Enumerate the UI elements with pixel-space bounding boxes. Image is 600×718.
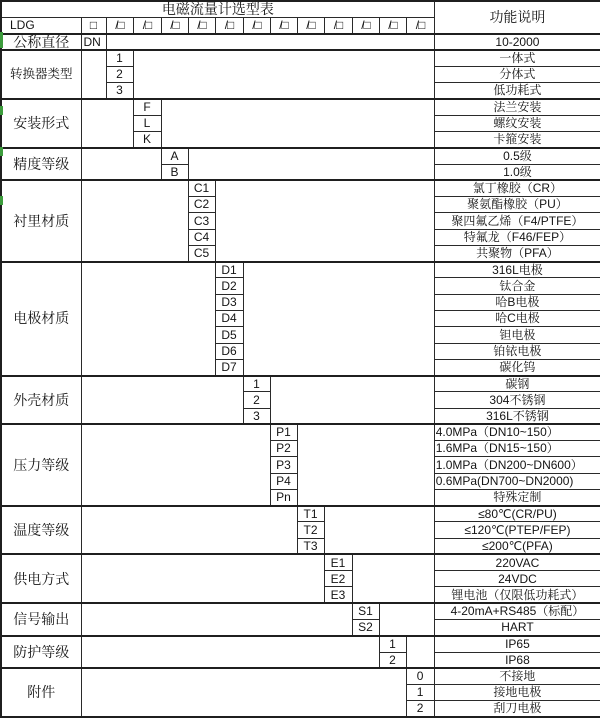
category-label-power-supply: 供电方式	[1, 554, 81, 603]
code-cell: S2	[352, 620, 379, 636]
model-slot: /□	[243, 17, 270, 33]
spacer-cell	[81, 262, 215, 376]
code-cell: 2	[406, 701, 434, 717]
desc-cell: 24VDC	[434, 571, 600, 587]
desc-cell: 钛合金	[434, 278, 600, 294]
desc-cell: 钽电极	[434, 327, 600, 343]
green-edge-artifact	[0, 106, 3, 115]
code-cell: D6	[215, 343, 243, 359]
code-cell: 0	[406, 668, 434, 684]
spacer-cell	[81, 50, 106, 99]
category-label-signal-output: 信号输出	[1, 603, 81, 636]
table-title: 电磁流量计选型表	[1, 1, 434, 17]
spacer-cell	[81, 668, 406, 717]
desc-cell: 哈B电极	[434, 294, 600, 310]
desc-cell: 共聚物（PFA）	[434, 245, 600, 261]
spacer-cell	[81, 180, 188, 261]
code-cell: 1	[243, 376, 270, 392]
category-label-protection-rating: 防护等级	[1, 636, 81, 669]
code-cell: 2	[243, 392, 270, 408]
model-slot: /□	[161, 17, 188, 33]
desc-cell: 0.5级	[434, 148, 600, 164]
spacer-cell	[81, 376, 243, 425]
desc-cell: IP68	[434, 652, 600, 668]
category-label-converter-type: 转换器类型	[1, 50, 81, 99]
spacer-cell	[81, 554, 324, 603]
category-label-installation: 安装形式	[1, 99, 81, 148]
desc-cell: 氯丁橡胶（CR）	[434, 180, 600, 196]
code-cell: C3	[188, 213, 215, 229]
code-cell: F	[133, 99, 161, 115]
code-cell: P2	[270, 441, 297, 457]
model-box-dn: □	[81, 17, 106, 33]
code-cell: T1	[297, 506, 324, 522]
desc-cell: 聚四氟乙烯（F4/PTFE）	[434, 213, 600, 229]
code-cell: T3	[297, 538, 324, 554]
spacer-cell	[81, 506, 297, 555]
desc-cell: 10-2000	[434, 34, 600, 51]
category-label-accessories: 附件	[1, 668, 81, 717]
spacer-cell	[188, 148, 434, 181]
model-slot: /□	[379, 17, 406, 33]
code-cell: D1	[215, 262, 243, 278]
model-slot: /□	[352, 17, 379, 33]
code-cell: B	[161, 164, 188, 180]
desc-cell: 不接地	[434, 668, 600, 684]
desc-cell: 4-20mA+RS485（标配）	[434, 603, 600, 619]
desc-cell: HART	[434, 620, 600, 636]
code-cell: D7	[215, 359, 243, 375]
code-cell: 2	[106, 66, 133, 82]
desc-cell: 刮刀电极	[434, 701, 600, 717]
desc-cell: 316L不锈钢	[434, 408, 600, 424]
code-cell: 3	[106, 83, 133, 99]
code-cell: K	[133, 132, 161, 148]
spacer-cell	[81, 148, 161, 181]
code-cell: P4	[270, 473, 297, 489]
desc-cell: 碳钢	[434, 376, 600, 392]
model-prefix: LDG	[1, 17, 81, 33]
desc-cell: ≤120℃(PTEP/FEP)	[434, 522, 600, 538]
desc-cell: 1.6MPa（DN15~150）	[434, 441, 600, 457]
spacer-cell	[379, 603, 434, 636]
category-label-accuracy: 精度等级	[1, 148, 81, 181]
function-column-header: 功能说明	[434, 1, 600, 34]
desc-cell: ≤80℃(CR/PU)	[434, 506, 600, 522]
spacer-cell	[133, 50, 434, 99]
spacer-cell	[81, 424, 270, 505]
model-slot: /□	[406, 17, 434, 33]
category-label-housing-material: 外壳材质	[1, 376, 81, 425]
desc-cell: 低功耗式	[434, 83, 600, 99]
code-cell: C1	[188, 180, 215, 196]
desc-cell: 特殊定制	[434, 489, 600, 505]
category-label-pressure-rating: 压力等级	[1, 424, 81, 505]
green-edge-artifact	[0, 147, 3, 156]
spacer-cell	[352, 554, 434, 603]
code-cell: E1	[324, 554, 352, 570]
desc-cell: 哈C电极	[434, 310, 600, 326]
category-label-temperature-rating: 温度等级	[1, 506, 81, 555]
code-cell: 2	[379, 652, 406, 668]
desc-cell: 分体式	[434, 66, 600, 82]
desc-cell: 接地电极	[434, 685, 600, 701]
desc-cell: 316L电极	[434, 262, 600, 278]
green-edge-artifact	[0, 32, 3, 48]
desc-cell: 1.0MPa（DN200~DN600）	[434, 457, 600, 473]
code-cell: E2	[324, 571, 352, 587]
desc-cell: 1.0级	[434, 164, 600, 180]
code-cell: D4	[215, 310, 243, 326]
spacer-cell	[406, 636, 434, 669]
spacer-cell	[81, 99, 133, 148]
desc-cell: 220VAC	[434, 554, 600, 570]
desc-cell: 卡箍安装	[434, 132, 600, 148]
spacer-cell	[81, 636, 379, 669]
desc-cell: 聚氨酯橡胶（PU）	[434, 197, 600, 213]
spacer-cell	[324, 506, 434, 555]
desc-cell: 一体式	[434, 50, 600, 66]
model-slot: /□	[106, 17, 133, 33]
spacer-cell	[161, 99, 434, 148]
desc-cell: ≤200℃(PFA)	[434, 538, 600, 554]
desc-cell: 螺纹安装	[434, 115, 600, 131]
spacer-cell	[297, 424, 434, 505]
code-cell: S1	[352, 603, 379, 619]
model-slot: /□	[215, 17, 243, 33]
desc-cell: 碳化钨	[434, 359, 600, 375]
code-cell: 1	[379, 636, 406, 652]
desc-cell: 特氟龙（F46/FEP）	[434, 229, 600, 245]
green-edge-artifact	[0, 196, 3, 205]
spacer-cell	[81, 603, 352, 636]
category-label-dn: 公称直径	[1, 34, 81, 51]
desc-cell: 0.6MPa(DN700~DN2000)	[434, 473, 600, 489]
code-cell: 3	[243, 408, 270, 424]
code-cell: Pn	[270, 489, 297, 505]
spacer-cell	[215, 180, 434, 261]
model-slot: /□	[297, 17, 324, 33]
code-cell: A	[161, 148, 188, 164]
code-cell: 1	[106, 50, 133, 66]
desc-cell: 法兰安装	[434, 99, 600, 115]
spacer-cell	[106, 34, 434, 51]
model-slot: /□	[324, 17, 352, 33]
spacer-cell	[243, 262, 434, 376]
model-slot: /□	[270, 17, 297, 33]
spacer-cell	[270, 376, 434, 425]
code-cell: C2	[188, 197, 215, 213]
code-cell: C4	[188, 229, 215, 245]
desc-cell: 304不锈钢	[434, 392, 600, 408]
desc-cell: IP65	[434, 636, 600, 652]
desc-cell: 锂电池（仅限低功耗式）	[434, 587, 600, 603]
code-cell: P3	[270, 457, 297, 473]
code-cell: D2	[215, 278, 243, 294]
category-label-electrode-material: 电极材质	[1, 262, 81, 376]
code-cell: T2	[297, 522, 324, 538]
code-cell: E3	[324, 587, 352, 603]
code-cell: P1	[270, 424, 297, 440]
code-cell: L	[133, 115, 161, 131]
code-cell: C5	[188, 245, 215, 261]
code-cell: DN	[81, 34, 106, 51]
category-label-liner-material: 衬里材质	[1, 180, 81, 261]
code-cell: D3	[215, 294, 243, 310]
desc-cell: 4.0MPa（DN10~150）	[434, 424, 600, 440]
code-cell: 1	[406, 685, 434, 701]
code-cell: D5	[215, 327, 243, 343]
model-slot: /□	[188, 17, 215, 33]
desc-cell: 铂铱电极	[434, 343, 600, 359]
model-slot: /□	[133, 17, 161, 33]
